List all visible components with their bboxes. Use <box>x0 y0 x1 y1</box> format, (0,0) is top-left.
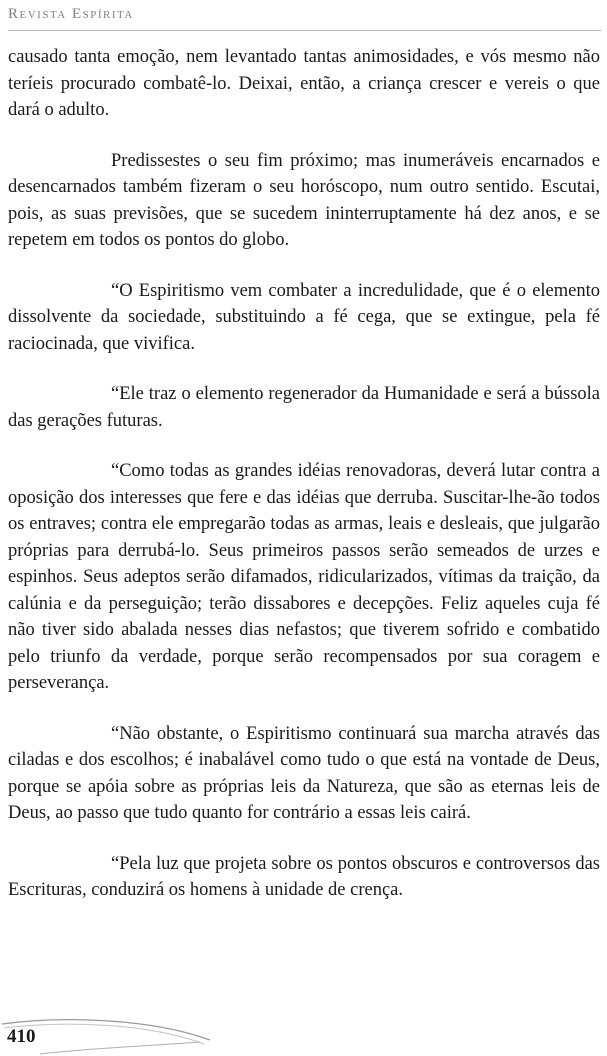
paragraph-3: “O Espiritismo vem combater a incredulidade, que é o elemento dissolvente da sociedade, substituindo a fé cega, que se extingue, pela fé raciocinada, que vivifica. <box>8 280 600 354</box>
page-body <box>8 44 600 928</box>
paragraph-2: Predissestes o seu fim próximo; mas inumeráveis encarnados e desencarnados também fizeram o seu horóscopo, num outro sentido. Escutai, pois, as suas previsões, que se sucedem ininterruptamente há dez anos, e se repetem em todos os pontos do globo. <box>8 150 600 250</box>
paragraph-5: “Como todas as grandes idéias renovadoras, deverá lutar contra a oposição dos interesses que fere e das idéias que derruba. Suscitar-lhe-ão todos os entraves; contra ele empregarão todas as armas, leais e desleais, que julgarão próprias para derrubá-lo. Seus primeiros passos serão semeados de urzes e espinhos. Seus adeptos serão difamados, ridicularizados, vítimas da traição, da calúnia e da perseguição; terão dissabores e decepções. Feliz aqueles cuja fé não tiver sido abalada nesses dias nefastos; que tiverem sofrido e combatido pelo triunfo da verdade, porque serão recompensados por sua coragem e perseverança. <box>8 461 600 693</box>
page-number: 410 <box>7 1026 36 1047</box>
paragraph-7: “Pela luz que projeta sobre os pontos obscuros e controversos das Escrituras, conduzirá os homens à unidade de crença. <box>8 853 600 900</box>
paragraph-1: causado tanta emoção, nem levantado tantas animosidades, e vós mesmo não teríeis procurado combatê-lo. Deixai, então, a criança crescer e vereis o que dará o adulto. <box>8 47 600 120</box>
running-header: Revista Espírita <box>8 6 134 22</box>
header-divider <box>8 30 601 31</box>
paragraph-6: “Não obstante, o Espiritismo continuará sua marcha através das ciladas e dos escolhos; é inabalável como tudo o que está na vontade de Deus, porque se apóia sobre as próprias leis da Natureza, que são as eternas leis de Deus, ao passo que tudo quanto for contrário a essas leis cairá. <box>8 723 600 823</box>
paragraph-4: “Ele traz o elemento regenerador da Humanidade e será a bússola das gerações futuras. <box>8 384 600 431</box>
